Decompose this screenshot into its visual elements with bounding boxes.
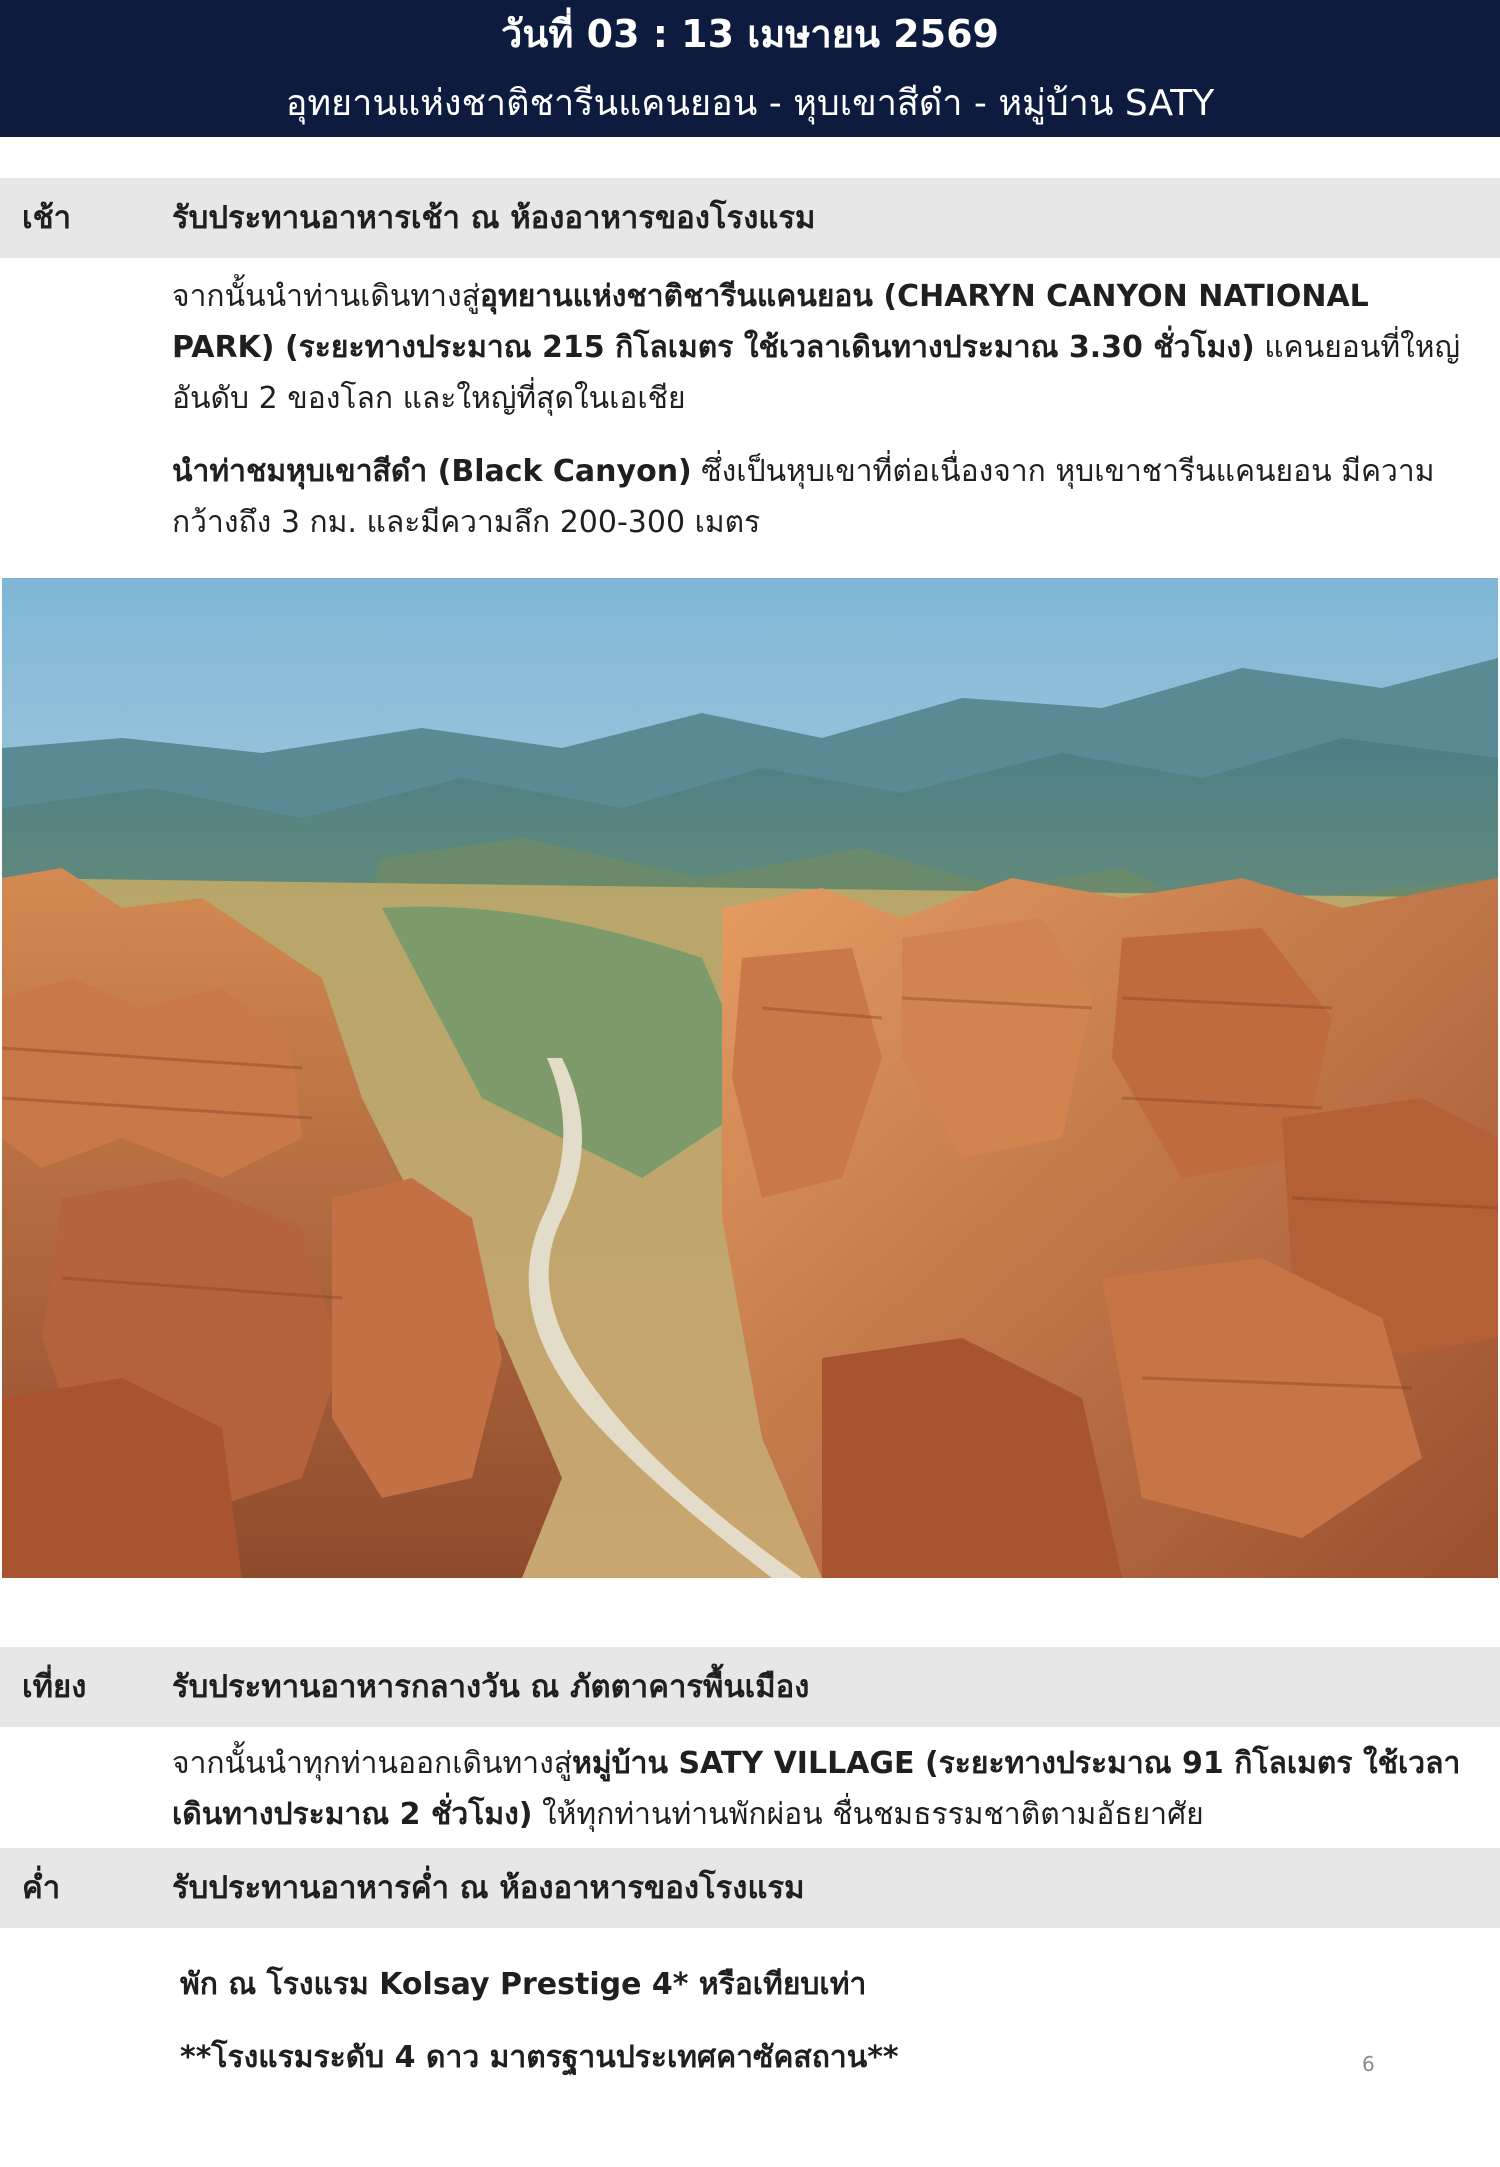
day-header [0, 0, 1500, 137]
dinner-label: ค่ำ [22, 1870, 61, 1906]
afternoon-place: หมู่บ้าน SATY VILLAGE (ระยะทางประมาณ 91 กิโลเมตร ใช้เวลาเดินทางประมาณ 2 ชั่วโมง) [172, 1746, 1461, 1832]
breakfast-text: รับประทานอาหารเช้า ณ ห้องอาหารของโรงแรม [172, 200, 816, 236]
day-title: วันที่ 03 : 13 เมษายน 2569 [501, 12, 999, 56]
morning-place: อุทยานแห่งชาติชารีนแคนยอน (CHARYN CANYON NATIONAL PARK) [172, 279, 1369, 365]
afternoon-intro: จากนั้นนำทุกท่านออกเดินทางสู่ [172, 1746, 573, 1781]
canyon-photo-illustration [2, 578, 1498, 1578]
lunch-text: รับประทานอาหารกลางวัน ณ ภัตตาคารพื้นเมือง [172, 1669, 810, 1705]
canyon-photo [2, 578, 1498, 1578]
breakfast-label: เช้า [22, 200, 72, 236]
lunch-bar [0, 1647, 1500, 1727]
hotel-standard: **โรงแรมระดับ 4 ดาว มาตรฐานประเทศคาซัคสถาน** [180, 2040, 899, 2075]
morning-intro: จากนั้นนำท่านเดินทางสู่ [172, 279, 480, 314]
morning-paragraph [172, 271, 1472, 424]
black-canyon-paragraph [172, 446, 1472, 548]
page-number: 6 [1362, 2052, 1375, 2076]
dinner-text: รับประทานอาหารค่ำ ณ ห้องอาหารของโรงแรม [172, 1870, 805, 1906]
lunch-label: เที่ยง [22, 1669, 87, 1705]
breakfast-bar [0, 178, 1500, 258]
black-canyon-rest: ซึ่งเป็นหุบเขาที่ต่อเนื่องจาก หุบเขาชารีนแคนยอน มีความกว้างถึง 3 กม. และมีความลึก 200-300 เมตร [172, 454, 1435, 540]
afternoon-paragraph [172, 1738, 1472, 1840]
hotel-stay: พัก ณ โรงแรม Kolsay Prestige 4* หรือเทียบเท่า [180, 1967, 867, 2002]
morning-distance: (ระยะทางประมาณ 215 กิโลเมตร ใช้เวลาเดินทางประมาณ 3.30 ชั่วโมง) [274, 330, 1255, 365]
dinner-bar [0, 1848, 1500, 1928]
black-canyon-bold: นำท่าชมหุบเขาสีดำ (Black Canyon) [172, 454, 692, 489]
route-title: อุทยานแห่งชาติชารีนแคนยอน - หุบเขาสีดำ - หมู่บ้าน SATY [285, 83, 1215, 124]
afternoon-rest: ให้ทุกท่านท่านพักผ่อน ชื่นชมธรรมชาติตามอัธยาศัย [532, 1797, 1204, 1832]
morning-rest: แคนยอนที่ใหญ่อันดับ 2 ของโลก และใหญ่ที่สุดในเอเชีย [172, 330, 1461, 416]
